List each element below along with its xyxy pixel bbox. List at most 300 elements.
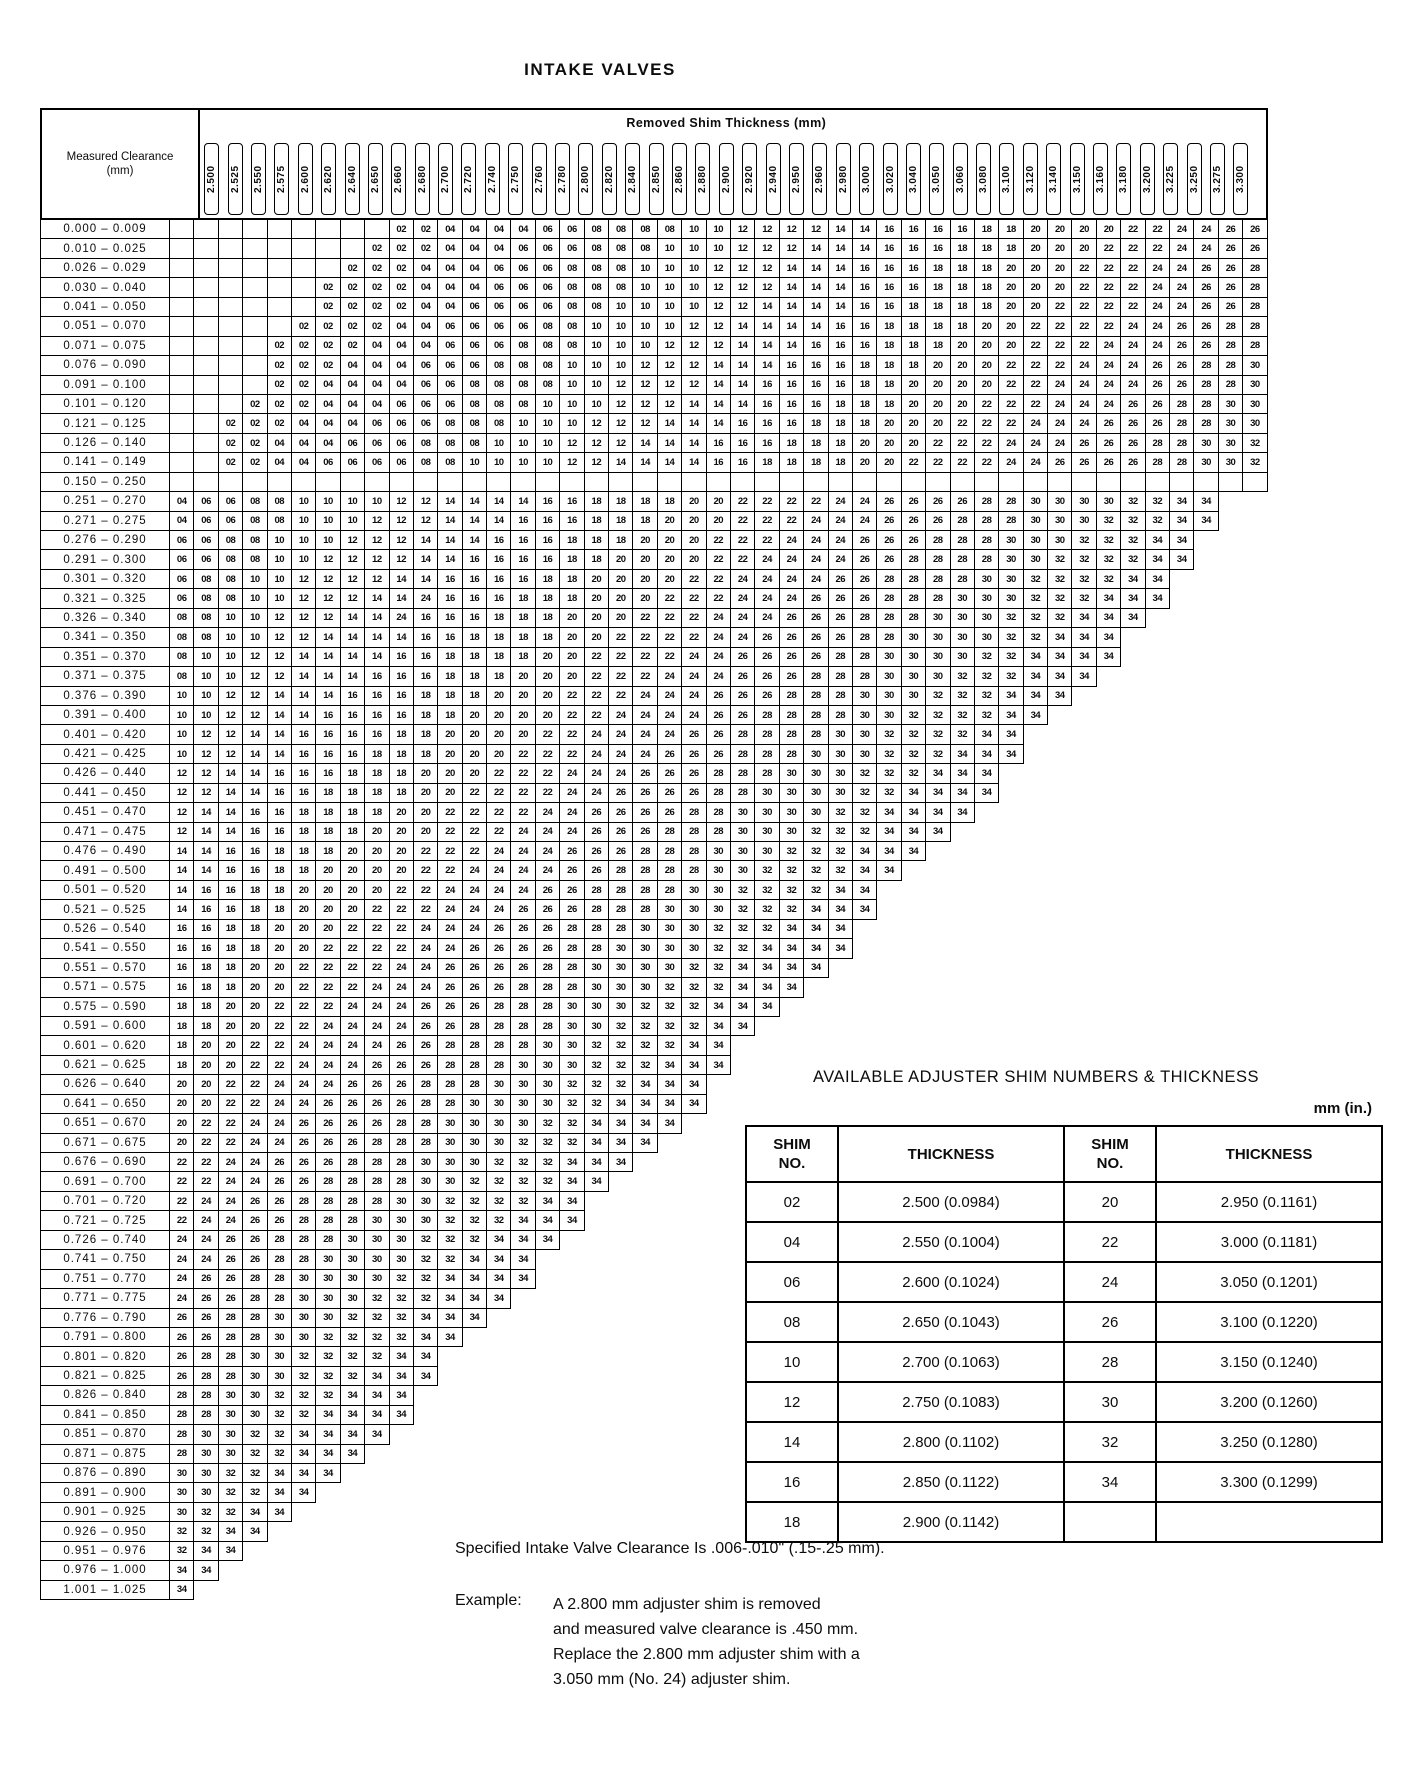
shim-cell: 26 [1145, 394, 1170, 414]
shim-cell: 26 [1096, 413, 1121, 433]
table-row [746, 1262, 1382, 1302]
shim-cell: 10 [510, 413, 535, 433]
shim-cell [193, 219, 218, 239]
shim-cell: 32 [1023, 627, 1048, 647]
shim-cell [193, 472, 218, 492]
shim-cell: 32 [754, 860, 779, 880]
shim-cell: 18 [584, 511, 609, 531]
shim-table-title: AVAILABLE ADJUSTER SHIM NUMBERS & THICKNESS [812, 1068, 1260, 1086]
shim-cell: 34 [510, 1210, 535, 1230]
shim-cell: 30 [1218, 413, 1243, 433]
shim-cell: 32 [242, 1482, 267, 1502]
shim-number-cell: 02 [746, 1182, 838, 1222]
shim-cell: 14 [291, 666, 316, 686]
shim-cell: 28 [315, 1210, 340, 1230]
shim-cell: 26 [779, 627, 804, 647]
shim-cell: 06 [510, 277, 535, 297]
shim-cell: 06 [535, 297, 560, 317]
shim-number-cell: 12 [746, 1382, 838, 1422]
shim-cell: 26 [1120, 452, 1145, 472]
shim-cell: 28 [803, 724, 828, 744]
shim-cell: 02 [242, 433, 267, 453]
shim-cell: 20 [535, 647, 560, 667]
shim-cell: 26 [242, 1191, 267, 1211]
shim-cell: 34 [1169, 530, 1194, 550]
clearance-range-label: 0.010 – 0.025 [40, 238, 170, 258]
shim-cell: 26 [657, 744, 682, 764]
table-row [40, 744, 1268, 764]
shim-cell: 06 [510, 258, 535, 278]
shim-cell: 10 [242, 569, 267, 589]
shim-cell: 16 [267, 822, 292, 842]
shim-cell: 24 [315, 1055, 340, 1075]
shim-cell: 28 [950, 569, 975, 589]
shim-cell: 12 [632, 375, 657, 395]
shim-cell: 32 [218, 1502, 243, 1522]
shim-cell: 30 [803, 783, 828, 803]
shim-cell: 28 [803, 705, 828, 725]
shim-cell: 20 [608, 588, 633, 608]
shim-cell: 18 [852, 413, 877, 433]
example-line: and measured valve clearance is .450 mm. [553, 1621, 859, 1638]
shim-cell: 04 [462, 238, 487, 258]
shim-cell: 26 [1218, 297, 1243, 317]
shim-cell: 10 [559, 375, 584, 395]
shim-cell: 30 [437, 1113, 462, 1133]
shim-cell: 18 [925, 336, 950, 356]
shim-cell: 16 [852, 316, 877, 336]
example-line: Replace the 2.800 mm adjuster shim with a [553, 1646, 860, 1663]
shim-cell: 28 [1242, 336, 1267, 356]
shim-cell: 16 [437, 588, 462, 608]
shim-cell: 24 [657, 705, 682, 725]
shim-thickness-cell [1156, 1502, 1382, 1542]
shim-cell: 20 [389, 860, 414, 880]
shim-cell: 26 [828, 608, 853, 628]
shim-cell: 14 [706, 355, 731, 375]
shim-cell: 04 [486, 238, 511, 258]
shim-cell: 32 [925, 724, 950, 744]
shim-cell: 32 [1242, 452, 1267, 472]
shim-cell: 16 [218, 841, 243, 861]
shim-cell: 20 [486, 686, 511, 706]
shim-cell: 12 [340, 569, 365, 589]
shim-cell: 16 [950, 219, 975, 239]
shim-cell [242, 336, 267, 356]
shim-cell: 10 [218, 647, 243, 667]
shim-cell: 26 [608, 802, 633, 822]
shim-cell: 30 [925, 608, 950, 628]
shim-cell: 24 [559, 763, 584, 783]
shim-cell: 26 [730, 705, 755, 725]
shim-cell: 22 [535, 744, 560, 764]
shim-cell: 34 [608, 1094, 633, 1114]
shim-cell: 08 [584, 238, 609, 258]
shim-cell: 24 [535, 841, 560, 861]
shim-cell: 32 [462, 1171, 487, 1191]
shim-cell: 04 [437, 238, 462, 258]
column-slot [1182, 137, 1205, 217]
shim-cell: 20 [242, 1016, 267, 1036]
shim-cell: 26 [267, 1171, 292, 1191]
shim-cell: 18 [559, 588, 584, 608]
column-slot [878, 137, 901, 217]
shim-cell: 18 [315, 783, 340, 803]
shim-cell: 28 [218, 1346, 243, 1366]
shim-cell: 10 [169, 686, 194, 706]
shim-cell: 34 [632, 1074, 657, 1094]
shim-cell: 34 [754, 997, 779, 1017]
shim-cell: 34 [340, 1424, 365, 1444]
shim-cell: 32 [315, 1327, 340, 1347]
shim-cell: 28 [925, 530, 950, 550]
shim-cell: 18 [901, 316, 926, 336]
shim-cell: 10 [193, 686, 218, 706]
shim-cell: 22 [291, 977, 316, 997]
example-note [455, 1592, 860, 1692]
shim-cell: 30 [364, 1230, 389, 1250]
shim-cell: 16 [389, 647, 414, 667]
shim-cell: 34 [706, 1035, 731, 1055]
shim-cell: 10 [218, 666, 243, 686]
clearance-range-label: 0.071 – 0.075 [40, 336, 170, 356]
shim-cell: 22 [1071, 297, 1096, 317]
column-label: 3.080 [976, 143, 991, 215]
shim-cell: 24 [828, 549, 853, 569]
shim-cell: 24 [681, 647, 706, 667]
shim-cell: 26 [291, 1152, 316, 1172]
shim-cell: 28 [218, 1366, 243, 1386]
clearance-range-label: 0.791 – 0.800 [40, 1327, 170, 1347]
column-label: 2.820 [602, 143, 617, 215]
shim-cell: 30 [389, 1210, 414, 1230]
shim-cell: 34 [828, 899, 853, 919]
shim-cell: 18 [901, 336, 926, 356]
shim-cell: 12 [193, 783, 218, 803]
shim-cell: 16 [876, 238, 901, 258]
shim-cell: 26 [1218, 258, 1243, 278]
shim-cell: 12 [218, 724, 243, 744]
shim-cell: 24 [998, 433, 1023, 453]
column-slot [761, 137, 784, 217]
shim-cell: 14 [486, 511, 511, 531]
shim-cell: 24 [657, 686, 682, 706]
shim-cell: 30 [657, 938, 682, 958]
shim-cell: 32 [925, 686, 950, 706]
shim-cell: 10 [632, 258, 657, 278]
shim-cell: 08 [584, 297, 609, 317]
clearance-range-label: 0.851 – 0.870 [40, 1424, 170, 1444]
shim-cell: 34 [364, 1385, 389, 1405]
shim-cell: 24 [657, 666, 682, 686]
shim-cell: 16 [901, 258, 926, 278]
shim-cell: 10 [462, 452, 487, 472]
shim-cell: 34 [218, 1521, 243, 1541]
shim-cell: 20 [950, 394, 975, 414]
shim-cell: 06 [437, 316, 462, 336]
shim-cell: 18 [876, 355, 901, 375]
shim-cell: 18 [413, 705, 438, 725]
shim-cell: 24 [1169, 258, 1194, 278]
shim-cell: 24 [803, 549, 828, 569]
shim-cell: 28 [267, 1249, 292, 1269]
shim-cell: 26 [1096, 452, 1121, 472]
shim-cell [218, 238, 243, 258]
shim-cell: 06 [218, 511, 243, 531]
column-label: 2.720 [461, 143, 476, 215]
shim-cell: 34 [925, 763, 950, 783]
shim-cell: 20 [389, 841, 414, 861]
shim-cell: 06 [315, 452, 340, 472]
shim-cell: 04 [315, 413, 340, 433]
shim-cell: 16 [901, 277, 926, 297]
shim-cell: 26 [218, 1230, 243, 1250]
shim-cell: 28 [510, 1016, 535, 1036]
shim-cell: 10 [584, 336, 609, 356]
column-label: 3.225 [1163, 143, 1178, 215]
shim-cell: 16 [901, 238, 926, 258]
shim-cell: 20 [267, 919, 292, 939]
shim-cell: 22 [1023, 394, 1048, 414]
table-row [40, 1016, 1268, 1036]
shim-cell: 24 [754, 608, 779, 628]
shim-thickness-cell: 2.650 (0.1043) [838, 1302, 1064, 1342]
shim-cell: 30 [681, 919, 706, 939]
shim-cell: 22 [950, 452, 975, 472]
shim-cell: 30 [828, 744, 853, 764]
shim-cell: 14 [291, 647, 316, 667]
shim-cell: 26 [1193, 277, 1218, 297]
shim-cell: 24 [218, 1152, 243, 1172]
shim-cell: 02 [315, 277, 340, 297]
shim-cell: 14 [730, 375, 755, 395]
shim-cell: 30 [413, 1152, 438, 1172]
shim-cell: 20 [559, 627, 584, 647]
shim-cell: 26 [315, 1133, 340, 1153]
shim-cell: 32 [413, 1249, 438, 1269]
column-label: 2.950 [789, 143, 804, 215]
shim-cell: 22 [1071, 258, 1096, 278]
shim-cell: 32 [486, 1152, 511, 1172]
shim-cell: 34 [510, 1230, 535, 1250]
shim-cell: 08 [462, 413, 487, 433]
shim-cell: 24 [169, 1249, 194, 1269]
shim-cell: 18 [828, 394, 853, 414]
shim-cell: 32 [242, 1463, 267, 1483]
shim-cell: 04 [510, 219, 535, 239]
shim-cell: 34 [706, 997, 731, 1017]
shim-cell: 22 [267, 1016, 292, 1036]
shim-cell: 34 [364, 1405, 389, 1425]
shim-cell: 32 [657, 1016, 682, 1036]
shim-cell: 12 [754, 258, 779, 278]
shim-cell: 28 [389, 1113, 414, 1133]
shim-cell: 32 [730, 880, 755, 900]
shim-number-cell [1064, 1502, 1156, 1542]
shim-cell: 02 [389, 238, 414, 258]
table-row [40, 938, 1268, 958]
shim-cell: 30 [1047, 511, 1072, 531]
shim-cell: 24 [852, 491, 877, 511]
clearance-range-label: 0.401 – 0.420 [40, 724, 170, 744]
clearance-range-label: 0.951 – 0.976 [40, 1541, 170, 1561]
shim-cell: 08 [169, 608, 194, 628]
shim-cell: 24 [315, 1016, 340, 1036]
shim-cell: 28 [681, 822, 706, 842]
table-row [40, 647, 1268, 667]
shim-cell: 26 [535, 899, 560, 919]
column-label: 2.900 [719, 143, 734, 215]
shim-cell: 30 [559, 1016, 584, 1036]
shim-cell: 34 [291, 1463, 316, 1483]
shim-cell: 18 [632, 491, 657, 511]
shim-cell: 28 [754, 724, 779, 744]
shim-cell: 16 [535, 549, 560, 569]
shim-cell: 32 [315, 1366, 340, 1386]
shim-cell: 34 [1120, 588, 1145, 608]
shim-cell: 30 [1023, 549, 1048, 569]
shim-cell: 18 [803, 433, 828, 453]
shim-cell [242, 316, 267, 336]
shim-cell: 24 [437, 919, 462, 939]
shim-cell: 34 [901, 783, 926, 803]
shim-cell: 30 [535, 1055, 560, 1075]
shim-cell: 32 [681, 1016, 706, 1036]
clearance-range-label: 0.471 – 0.475 [40, 822, 170, 842]
shim-cell: 24 [779, 569, 804, 589]
shim-cell: 12 [193, 763, 218, 783]
clearance-range-label: 0.501 – 0.520 [40, 880, 170, 900]
shim-thickness-cell: 3.100 (0.1220) [1156, 1302, 1382, 1342]
shim-cell: 30 [242, 1366, 267, 1386]
shim-cell: 16 [510, 530, 535, 550]
shim-cell: 10 [193, 705, 218, 725]
shim-cell: 26 [1193, 258, 1218, 278]
shim-cell: 26 [779, 647, 804, 667]
shim-cell: 20 [510, 666, 535, 686]
column-slot [1136, 137, 1159, 217]
shim-cell: 32 [608, 1074, 633, 1094]
shim-cell: 28 [486, 1035, 511, 1055]
shim-cell: 28 [535, 997, 560, 1017]
shim-cell [267, 297, 292, 317]
shim-cell: 20 [657, 549, 682, 569]
removed-shim-thickness-header: Removed Shim Thickness (mm) [200, 110, 1253, 137]
shim-cell: 30 [169, 1502, 194, 1522]
shim-cell: 32 [1071, 569, 1096, 589]
shim-cell: 24 [340, 1055, 365, 1075]
column-label: 2.660 [391, 143, 406, 215]
shim-cell: 30 [754, 822, 779, 842]
shim-cell: 16 [730, 433, 755, 453]
table-row [40, 336, 1268, 356]
shim-cell: 20 [218, 1055, 243, 1075]
shim-cell: 06 [193, 549, 218, 569]
shim-cell: 16 [486, 530, 511, 550]
shim-cell: 22 [1023, 355, 1048, 375]
clearance-range-label: 0.026 – 0.029 [40, 258, 170, 278]
shim-cell: 30 [364, 1210, 389, 1230]
table-row [40, 491, 1268, 511]
shim-cell: 32 [681, 977, 706, 997]
shim-cell: 20 [340, 899, 365, 919]
clearance-range-label: 0.051 – 0.070 [40, 316, 170, 336]
shim-cell: 14 [828, 238, 853, 258]
shim-cell: 28 [218, 1308, 243, 1328]
shim-cell: 24 [754, 569, 779, 589]
shim-cell: 10 [535, 394, 560, 414]
shim-cell: 30 [730, 860, 755, 880]
shim-cell: 10 [608, 297, 633, 317]
chart-header [40, 108, 1268, 220]
clearance-range-label: 0.426 – 0.440 [40, 763, 170, 783]
shim-cell: 10 [706, 219, 731, 239]
shim-cell: 24 [1145, 297, 1170, 317]
shim-cell: 24 [437, 880, 462, 900]
shim-cell: 16 [803, 375, 828, 395]
shim-cell: 30 [608, 938, 633, 958]
shim-cell: 20 [315, 919, 340, 939]
shim-cell: 26 [340, 1094, 365, 1114]
shim-cell [1242, 472, 1267, 492]
shim-cell: 22 [413, 880, 438, 900]
shim-cell: 24 [828, 491, 853, 511]
shim-cell: 28 [681, 860, 706, 880]
shim-cell: 26 [657, 802, 682, 822]
shim-cell: 28 [1169, 413, 1194, 433]
column-slot [949, 137, 972, 217]
shim-cell: 22 [1096, 316, 1121, 336]
shim-cell: 24 [1096, 394, 1121, 414]
shim-cell: 30 [193, 1463, 218, 1483]
shim-cell: 14 [754, 297, 779, 317]
shim-cell: 26 [462, 977, 487, 997]
shim-cell: 04 [169, 511, 194, 531]
shim-cell: 32 [1047, 569, 1072, 589]
shim-cell: 30 [218, 1385, 243, 1405]
shim-cell: 14 [364, 588, 389, 608]
shim-cell [169, 219, 194, 239]
shim-cell: 26 [193, 1269, 218, 1289]
shim-cell: 34 [315, 1444, 340, 1464]
shim-cell: 16 [169, 958, 194, 978]
shim-cell: 22 [632, 627, 657, 647]
clearance-range-label: 0.591 – 0.600 [40, 1016, 170, 1036]
shim-cell [291, 472, 316, 492]
column-slot [1229, 137, 1252, 217]
shim-cell: 32 [998, 647, 1023, 667]
shim-cell [242, 258, 267, 278]
shim-cell: 18 [559, 569, 584, 589]
shim-cell: 32 [803, 880, 828, 900]
shim-cell: 26 [632, 783, 657, 803]
shim-cell: 34 [998, 724, 1023, 744]
shim-cell: 34 [437, 1308, 462, 1328]
shim-cell: 34 [1145, 549, 1170, 569]
shim-cell: 22 [242, 1035, 267, 1055]
shim-cell: 28 [364, 1191, 389, 1211]
shim-cell: 16 [218, 899, 243, 919]
shim-cell: 34 [584, 1113, 609, 1133]
shim-cell: 30 [1023, 530, 1048, 550]
shim-cell: 28 [657, 880, 682, 900]
shim-cell: 30 [340, 1230, 365, 1250]
shim-cell: 28 [608, 899, 633, 919]
clearance-range-label: 0.141 – 0.149 [40, 452, 170, 472]
shim-cell: 18 [925, 277, 950, 297]
shim-cell [218, 277, 243, 297]
shim-cell: 30 [974, 588, 999, 608]
